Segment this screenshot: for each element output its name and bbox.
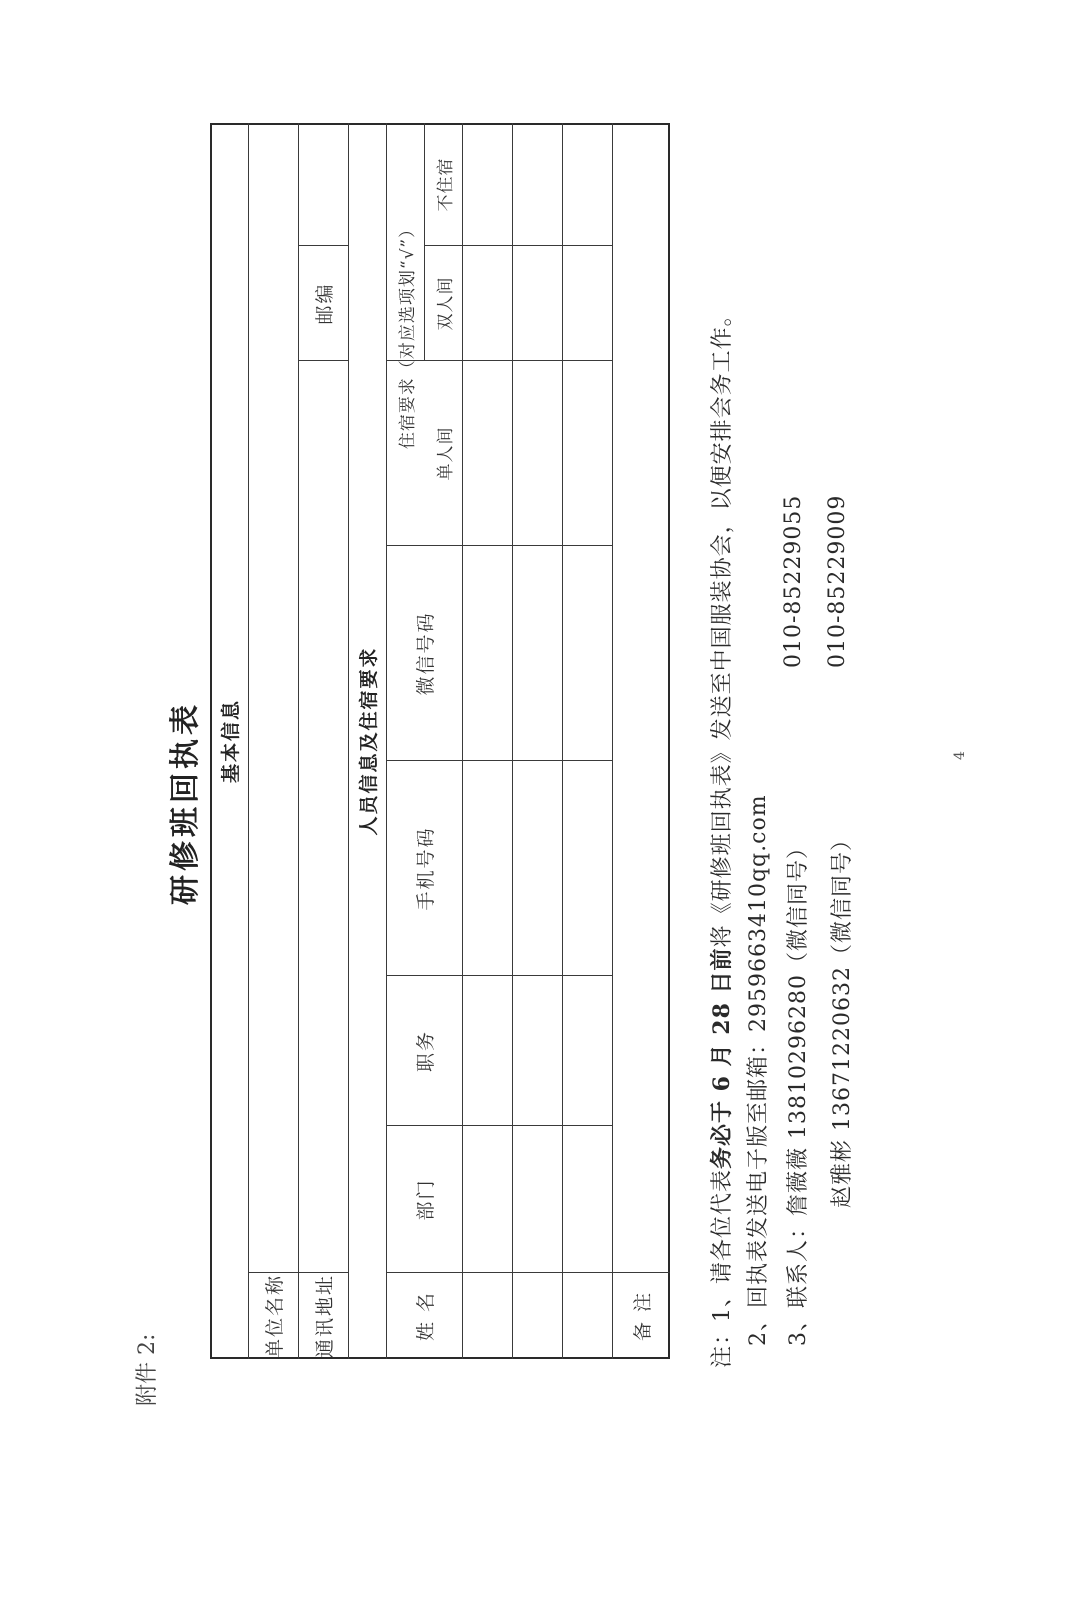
remarks-field[interactable] — [612, 123, 670, 1273]
address-label: 通讯地址 — [313, 1274, 336, 1359]
note-contact-1-phone: 010-85229055 — [781, 494, 806, 668]
col-mobile: 手机号码 — [414, 826, 437, 911]
col-department: 部门 — [414, 1178, 437, 1221]
col-double-room: 双人间 — [435, 276, 456, 331]
col-name: 姓 名 — [414, 1290, 437, 1342]
note-deadline: 务必于 6 月 28 日前 — [709, 947, 735, 1169]
col-position: 职务 — [414, 1030, 437, 1073]
note-contact-2: 赵雅彬 13671220632（微信同号） — [830, 828, 855, 1208]
attachment-label: 附件 2: — [135, 1333, 160, 1406]
remarks-label: 备 注 — [631, 1290, 654, 1342]
note-contact-1: 詹薇薇 13810296280（微信同号） — [786, 836, 811, 1216]
note-contact-label: 3、联系人： — [786, 1216, 811, 1346]
postcode-field[interactable] — [298, 123, 348, 246]
personnel-header: 人员信息及住宿要求 — [357, 646, 380, 836]
col-wechat: 微信号码 — [414, 611, 437, 696]
col-single-room: 单人间 — [435, 426, 456, 481]
note-line-1-rest: 将《研修班回执表》发送至中国服装协会，以便安排会务工作。 — [710, 303, 735, 948]
note-email: 2、回执表发送电子版至邮箱：2959663410qq.com — [746, 794, 771, 1346]
postcode-label: 邮编 — [313, 282, 336, 325]
page-number: 4 — [952, 751, 968, 760]
note-line-2 — [741, 794, 772, 1346]
unit-name-field[interactable] — [248, 123, 298, 1273]
form-title: 研修班回执表 — [168, 701, 203, 905]
col-lodging: 住宿要求（对应选项划“√”） — [397, 219, 418, 450]
note-prefix: 注：1、请各位代表 — [710, 1169, 735, 1368]
note-line-3 — [781, 836, 812, 1346]
basic-info-header: 基本信息 — [219, 699, 242, 784]
note-contact-2-phone: 010-85229009 — [825, 494, 850, 668]
note-line-1 — [705, 303, 736, 1368]
col-no-lodging: 不住宿 — [435, 157, 456, 212]
address-field[interactable] — [298, 361, 348, 1273]
unit-name-label: 单位名称 — [263, 1274, 286, 1359]
